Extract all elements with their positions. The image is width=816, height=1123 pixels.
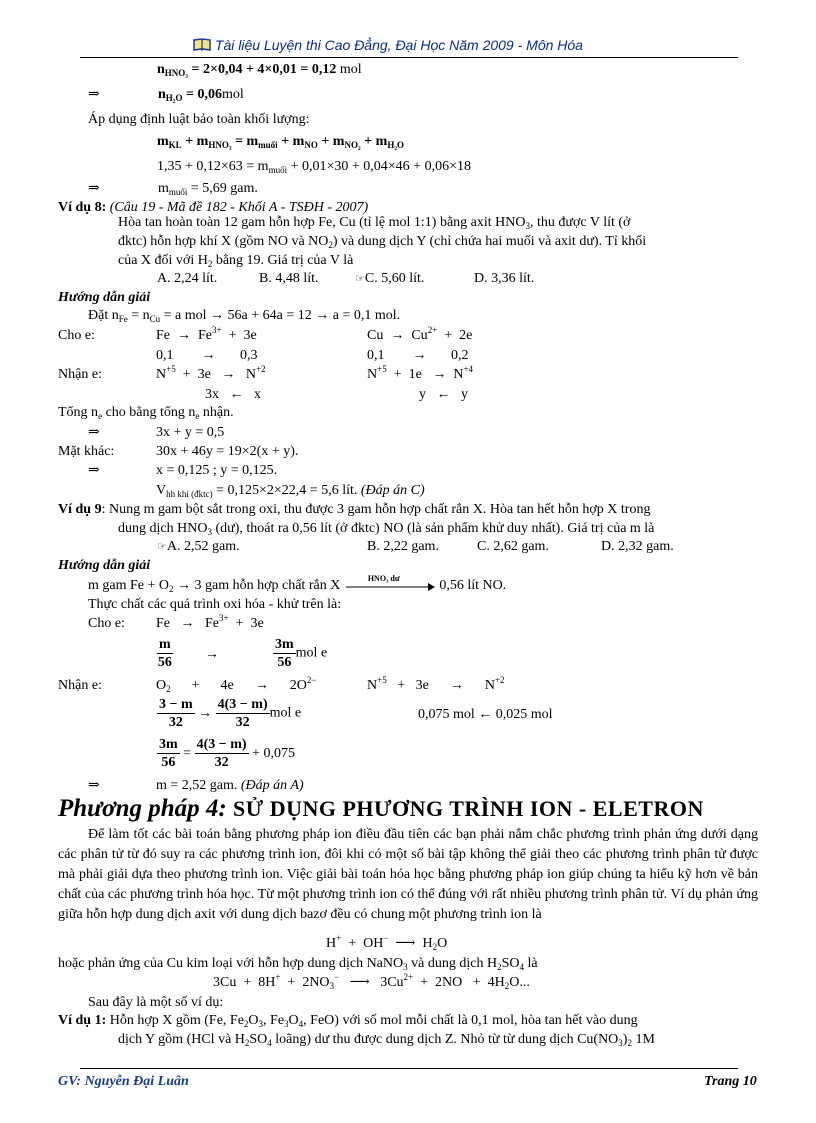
option-a: A. 2,24 lít. [157, 271, 218, 286]
ex9-options [157, 538, 674, 556]
line-h2o: ⇒ $n_{H_2O} = 0,06mol$ [88, 87, 244, 103]
ex8-body2: đktc) hỗn hợp khí X (gồm NO và $NO_2$) và dung dịch Y (chỉ chứa hai muối và axit dư). Tỉ khối [118, 234, 647, 250]
ex8-body3: của X đối với $H_2$ bằng 19. Giá trị của V là [118, 253, 354, 269]
option-d: D. 3,36 lít. [474, 271, 535, 286]
ex8-guide-line1: Đặt $n_{Fe} = n_{Cu} = a$ mol → 56a + 64a = 12 → a = 0,1 mol. [88, 308, 401, 324]
option-c: C. 5,60 lít. [364, 271, 425, 286]
line-law: Áp dụng định luật bảo toàn khối lượng: [88, 112, 310, 127]
ex8-cho-moles: 0,1 → 0,3 0,1 → 0,2 [156, 348, 469, 363]
ex8-cho-e: Cho e: $Fe \to Fe^{3+} + 3e$ $Cu \to Cu^{2+} + 2e$ [58, 325, 473, 343]
para-line2: hoặc phản ứng của Cu kim loại với hỗn hợp dung dịch NaNO$_3$ và dung dịch $H_2SO_4$ là [58, 956, 538, 972]
intro-paragraph: Để làm tốt các bài toán bằng phương pháp ion điều đầu tiên các bạn phải nắm chắc phương trình phản ứng dưới dạng các phân tử từ đó suy ra các phương trình ion, đôi khi có một số bài tập không thể giải theo các phương trình phân tử được mà phải giải dựa theo phương trình ion. Việc giải bài toán hóa học bằng phương pháp ion giúp chúng ta hiểu kỹ hơn về bản chất của các phương trình hóa học. Từ một phương trình ion có thể đúng với rất nhiều phương trình phân tử. Ví dụ phản ứng giữa hỗn hợp dung dịch axit với dung dịch bazơ đều có chung một phương trình ion là [58, 827, 758, 922]
ex8-nhan-moles: 3x ← x y ← y [205, 387, 468, 402]
cu-equation: $3Cu + 8H^+ + 2NO_3^-$ ⟶ $3Cu^{2+} + 2NO + 4H_2O$... [213, 972, 530, 991]
ex8-eq4: $V_{hh khí (đktc)} = 0,125\times 2\times 22,4 = 5,6$ lít. (Đáp án C) [156, 483, 425, 499]
ex9-body2: dung dịch $HNO_3$ (dư), thoát ra 0,56 lít (ở đktc) NO (là sản phẩm khử duy nhất). Giá trị của m là [118, 521, 655, 537]
ex9-guide-heading: Hướng dẫn giải [58, 558, 151, 573]
ex8-nhan-e: Nhận e: $N^{+5} + 3e \to N^{+2}$ $N^{+5} + 1e \to N^{+4}$ [58, 364, 474, 382]
ex1-body2: dịch Y gồm (HCl và $H_2SO_4$ loãng) dư thu được dung dịch Z. Nhỏ từ từ dung dịch $Cu(NO_3)_2$ 1M [118, 1032, 655, 1048]
ex9-balance: $\frac{3m}{56}$ = $\frac{4(3 - m)}{32}$ + 0,075 [159, 737, 295, 770]
line-mass-balance: $m_{KL} + m_{HNO_3} = m_{muối} + m_{NO} + m_{NO_2} + m_{H_2O}$ [157, 134, 405, 150]
footer-author: GV: Nguyễn Đại Luân [58, 1074, 189, 1089]
footer-page: Trang 10 [704, 1074, 757, 1089]
book-icon [193, 38, 211, 51]
ex9-cho-frac: $\frac{m}{56}$ → $\frac{3m}{56}$ mol e [157, 637, 328, 670]
ex9-cho-e: Cho e: $Fe \to Fe^{3+} + 3e$ [88, 613, 264, 631]
ex8-eq1: ⇒ 3x + y = 0,5 [88, 425, 225, 440]
ex9-process: Thực chất các quá trình oxi hóa - khử trên là: [88, 597, 342, 612]
ex9-result: ⇒ m = 2,52 gam. (Đáp án A) [88, 778, 304, 793]
pointing-hand-icon: ☞ [157, 541, 167, 553]
header-bar [193, 36, 583, 54]
option-d: D. 2,32 gam. [601, 539, 674, 554]
option-b: B. 4,48 lít. [259, 271, 319, 286]
ex8-label-line: Ví dụ 8: (Câu 19 - Mã đề 182 - Khối A - TSĐH - 2007) [58, 200, 369, 215]
section-heading: Phương pháp 4: SỬ DỤNG PHƯƠNG TRÌNH ION - ELETRON [58, 795, 704, 822]
long-arrow-icon [344, 579, 436, 593]
ion-equation: H+ + OH− ⟶ $H_2O$ [326, 933, 448, 952]
header-title: Tài liệu Luyện thi Cao Đẳng, Đại Học Năm 2009 - Môn Hóa [214, 37, 583, 53]
ex8-guide-heading: Hướng dẫn giải [58, 290, 151, 305]
implies-arrow: ⇒ [88, 87, 100, 102]
option-b: B. 2,22 gam. [367, 539, 439, 554]
footer-rule [80, 1068, 738, 1069]
para-line3: Sau đây là một số ví dụ: [88, 995, 224, 1010]
ex9-body1: Ví dụ 9: Nung m gam bột sắt trong oxi, thu được 3 gam hỗn hợp chất rắn X. Hòa tan hết hỗn hợp X trong [58, 502, 651, 517]
ex9-nhan-e: Nhận e: $O_2$ + 4e → $2O^{2-}$ $N^{+5} + 3e$ → $N^{+2}$ [58, 675, 505, 694]
ex9-nhan-frac: $\frac{3 - m}{32}$ → $\frac{4(3 - m)}{32}$ mol e 0,075 mol ← 0,025 mol [159, 697, 553, 730]
ex8-eq2: Mặt khác: 30x + 46y = 19×2(x + y). [58, 444, 299, 459]
ex1-body1: Ví dụ 1: Hỗn hợp X gồm (Fe, $Fe_2O_3$, $Fe_3O_4$, FeO) với số mol mỗi chất là 0,1 mol, hòa tan hết vào dung [58, 1013, 638, 1029]
pointing-hand-icon: ☞ [355, 273, 365, 285]
option-c: C. 2,62 gam. [477, 539, 549, 554]
ex9-scheme: m gam $Fe + O_2 \to 3$ gam hỗn hợp chất rắn X HNO₃ dư 0,56 lít NO. [88, 577, 506, 595]
header-rule [80, 57, 738, 58]
line-result: ⇒ $m_{muối} = 5,69$ gam. [88, 181, 258, 197]
option-a: A. 2,52 gam. [166, 539, 240, 554]
line-hno3: $n_{HNO_3} = 2\times 0,04 + 4\times 0,01 = 0,12$ mol [157, 62, 362, 78]
ex8-sum: Tổng $n_e$ cho bằng tổng $n_e$ nhận. [58, 405, 234, 421]
ex8-body1: Hòa tan hoàn toàn 12 gam hỗn hợp Fe, Cu (tỉ lệ mol 1:1) bằng axit $HNO_3$, thu được V lít (ở [118, 215, 631, 231]
arrow-label: HNO₃ dư [367, 573, 400, 583]
ex8-options [157, 270, 535, 288]
line-calc: $1,35 + 0,12\times 63 = m_{muối} + 0,01\times 30 + 0,04\times 46 + 0,06\times 18$ [157, 159, 471, 175]
ex8-eq3: ⇒ x = 0,125 ; y = 0,125. [88, 463, 278, 478]
